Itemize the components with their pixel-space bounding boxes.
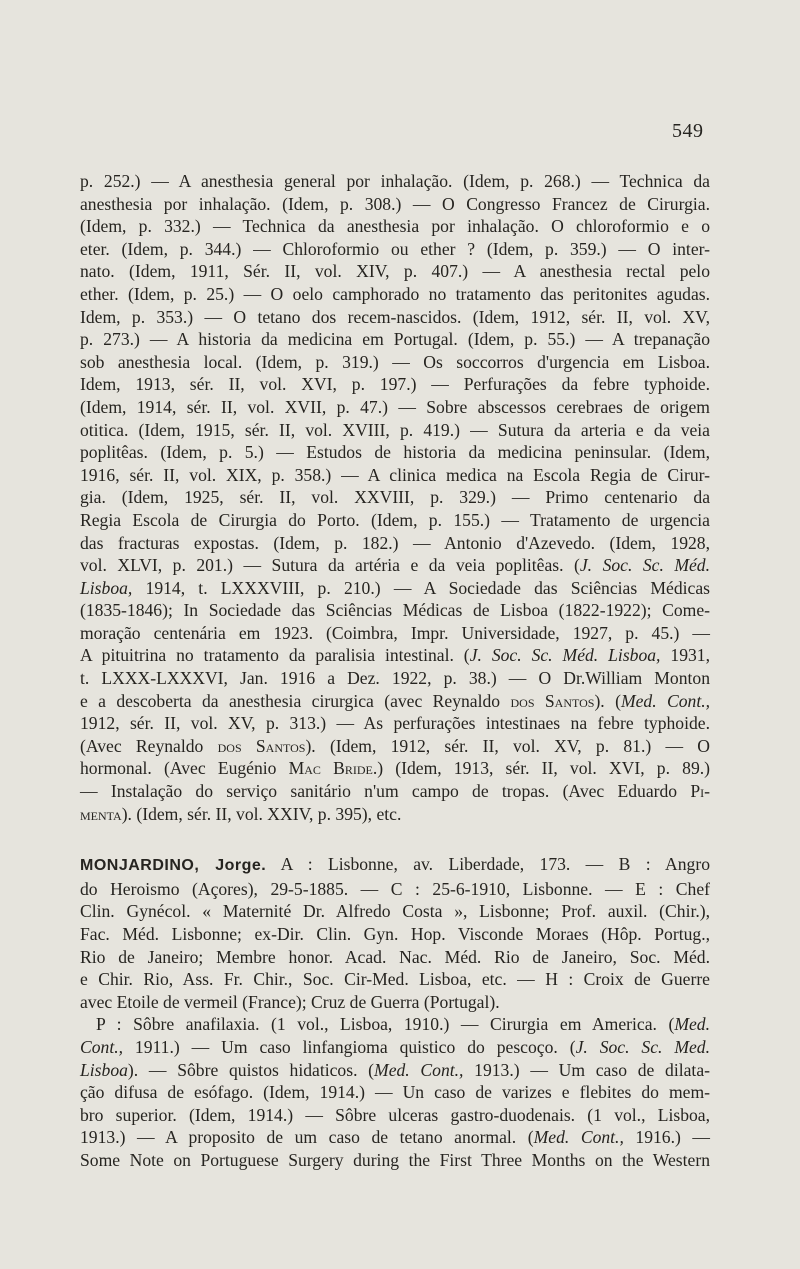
text-run: 1931, — [660, 645, 711, 666]
text-run: ). (Idem, sér. II, vol. XXIV, p. 395), etc. — [121, 803, 402, 824]
text-line — [80, 780, 710, 803]
text-run: vol. XLVI, p. 201.) — Sutura da artéria e da veia poplitêas. ( — [80, 555, 580, 576]
text-line: Idem, 1913, sér. II, vol. XVI, p. 197.) — Perfurações da febre typhoide. — [80, 374, 710, 395]
bibliography-block — [80, 170, 710, 825]
text-line: moração centenária em 1923. (Coimbra, Impr. Universidade, 1927, p. 45.) — — [80, 622, 710, 643]
text-run: ). — Sôbre quistos hidaticos. ( — [127, 1059, 375, 1080]
text-line: ção difusa de esófago. (Idem, 1914.) — Un caso de varizes e flebites do mem- — [80, 1082, 710, 1103]
journal-title: J. Soc. Sc. Méd. Lisboa, — [469, 645, 661, 666]
text-line: p. 252.) — A anesthesia general por inhalação. (Idem, p. 268.) — Technica da — [80, 171, 710, 191]
text-line: gia. (Idem, 1925, sér. II, vol. XXVIII, p. 329.) — Primo centenario da — [80, 487, 710, 508]
author-name: Pi- — [690, 781, 710, 802]
journal-title: Med. Cont., — [620, 690, 711, 711]
journal-title: Med. Cont., — [533, 1127, 624, 1148]
text-line: Rio de Janeiro; Membre honor. Acad. Nac. Méd. Rio de Janeiro, Soc. Méd. — [80, 946, 710, 967]
paragraph-gap — [80, 825, 710, 853]
text-line — [80, 1126, 710, 1149]
text-line: nato. (Idem, 1911, Sér. II, vol. XIV, p. 407.) — A anesthesia rectal pelo — [80, 261, 710, 282]
author-name: dos Santos — [217, 735, 306, 756]
text-line — [80, 735, 710, 758]
author-name: menta — [80, 803, 122, 824]
text-line: e Chir. Rio, Ass. Fr. Chir., Soc. Cir-Med. Lisboa, etc. — H : Croix de Guerre — [80, 969, 710, 990]
text-line: Idem, p. 353.) — O tetano dos recem-nascidos. (Idem, 1912, sér. II, vol. XV, — [80, 306, 710, 327]
text-line: Some Note on Portuguese Surgery during the First Three Months on the Western — [80, 1149, 710, 1170]
text-line: sob anesthesia local. (Idem, p. 319.) — Os soccorros d'urgencia em Lisboa. — [80, 351, 710, 372]
text-line: (Idem, p. 332.) — Technica da anesthesia por inhalação. O chloroformio e o — [80, 216, 710, 237]
journal-title: J. Soc. Sc. Méd. — [579, 555, 710, 576]
text-line: Regia Escola de Cirurgia do Porto. (Idem, p. 155.) — Tratamento de urgencia — [80, 509, 710, 530]
text-line: poplitêas. (Idem, p. 5.) — Estudos de historia da medicina peninsular. (Idem, — [80, 442, 710, 463]
text-run: 1913.) — Um caso de dilata- — [463, 1059, 710, 1080]
body-text — [80, 170, 710, 1172]
text-line — [80, 690, 710, 713]
biography-entry — [80, 853, 710, 1171]
journal-title: Med. — [674, 1014, 710, 1035]
text-line: p. 273.) — A historia da medicina em Portugal. (Idem, p. 55.) — A trepanação — [80, 329, 710, 350]
text-line: anesthesia por inhalação. (Idem, p. 308.) — O Congresso Francez de Cirurgia. — [80, 193, 710, 214]
text-run: 1916.) — — [623, 1127, 710, 1148]
text-run: (Avec Reynaldo — [80, 735, 218, 756]
text-line: bro superior. (Idem, 1914.) — Sôbre ulceras gastro-duodenais. (1 vol., Lisboa, — [80, 1104, 710, 1125]
text-line: das fracturas expostas. (Idem, p. 182.) — Antonio d'Azevedo. (Idem, 1928, — [80, 532, 710, 553]
text-line — [80, 644, 710, 667]
text-line: Fac. Méd. Lisbonne; ex-Dir. Clin. Gyn. Hop. Visconde Moraes (Hôp. Portug., — [80, 924, 710, 944]
text-line — [80, 853, 710, 878]
text-run: 1914, t. LXXXVIII, p. 210.) — A Sociedade das Sciências Médicas — [132, 577, 710, 598]
author-name: dos Santos — [510, 690, 595, 711]
text-line: ether. (Idem, p. 25.) — O oelo camphorado no tratamento das peritonites agudas. — [80, 283, 710, 304]
journal-title: Med. Cont., — [374, 1059, 464, 1080]
journal-title: Lisboa — [80, 1059, 128, 1080]
journal-title: J. Soc. Sc. Med. — [575, 1036, 710, 1057]
text-run: 1911.) — Um caso linfangioma quistico do pescoço. ( — [123, 1036, 576, 1057]
text-line: eter. (Idem, p. 344.) — Chloroformio ou ether ? (Idem, p. 359.) — O inter- — [80, 238, 710, 259]
text-line — [80, 757, 710, 780]
text-run: P : Sôbre anafilaxia. (1 vol., Lisboa, 1910.) — Cirurgia em America. ( — [96, 1014, 675, 1035]
text-line: otitica. (Idem, 1915, sér. II, vol. XVIII, p. 419.) — Sutura da arteria e da veia — [80, 419, 710, 440]
text-line: (Idem, 1914, sér. II, vol. XVII, p. 47.) — Sobre abscessos cerebraes de origem — [80, 396, 710, 417]
entry-heading: MONJARDINO, Jorge. — [80, 857, 267, 875]
text-line: t. LXXX-LXXXVI, Jan. 1916 a Dez. 1922, p. 38.) — O Dr.William Monton — [80, 668, 710, 689]
text-line — [80, 577, 710, 600]
text-run: A pituitrina no tratamento da paralisia intestinal. ( — [80, 645, 470, 666]
text-line: do Heroismo (Açores), 29-5-1885. — C : 25-6-1910, Lisbonne. — E : Chef — [80, 878, 710, 899]
journal-title: Lisboa, — [80, 577, 133, 598]
page-number: 549 — [672, 120, 704, 142]
text-run: ). (Idem, 1912, sér. II, vol. XV, p. 81.) — O — [305, 735, 710, 756]
text-line: 1916, sér. II, vol. XIX, p. 358.) — A clinica medica na Escola Regia de Cirur- — [80, 464, 710, 485]
text-line — [80, 803, 710, 826]
text-line: Clin. Gynécol. « Maternité Dr. Alfredo Costa », Lisbonne; Prof. auxil. (Chir.), — [80, 901, 710, 922]
text-run: e a descoberta da anesthesia cirurgica (avec Reynaldo — [80, 690, 511, 711]
text-run: 1913.) — A proposito de um caso de tetano anormal. ( — [80, 1127, 534, 1148]
text-line — [80, 554, 710, 577]
author-name: Mac Bride — [288, 758, 373, 779]
text-line: (1835-1846); In Sociedade das Sciências Médicas de Lisboa (1822-1922); Come- — [80, 600, 710, 621]
journal-title: Cont., — [80, 1036, 124, 1057]
text-line — [80, 1059, 710, 1082]
text-line: 1912, sér. II, vol. XV, p. 313.) — As perfurações intestinaes na febre typhoide. — [80, 713, 710, 734]
text-line — [80, 1036, 710, 1059]
text-run: .) (Idem, 1913, sér. II, vol. XVI, p. 89.) — [372, 758, 711, 779]
text-run: ). ( — [594, 690, 621, 711]
text-run: hormonal. (Avec Eugénio — [80, 758, 289, 779]
text-run: A : Lisbonne, av. Liberdade, 173. — B : Angro — [266, 854, 710, 875]
text-line — [80, 1013, 710, 1036]
text-run: — Instalação do serviço sanitário n'um campo de tropas. (Avec Eduardo — [80, 781, 691, 802]
text-line: avec Etoile de vermeil (France); Cruz de Guerra (Portugal). — [80, 991, 500, 1012]
